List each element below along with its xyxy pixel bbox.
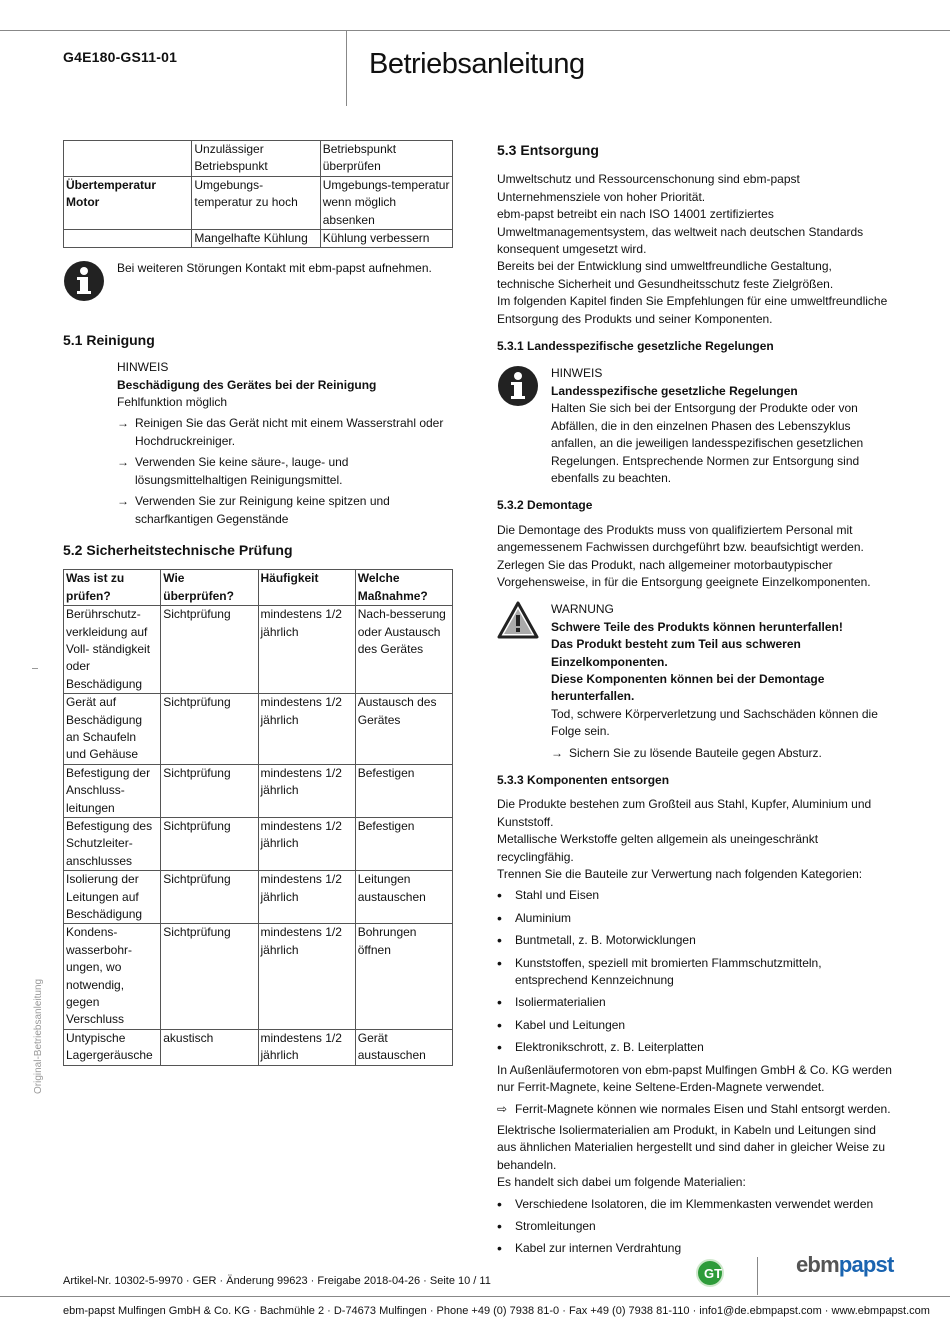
table-cell: Betriebspunkt überprüfen — [320, 141, 452, 177]
table-cell: Untypische Lagergeräusche — [64, 1029, 161, 1065]
note-title: Beschädigung des Gerätes bei der Reinigung — [117, 377, 377, 392]
column-header: Wie überprüfen? — [161, 570, 258, 606]
table-row — [64, 176, 453, 229]
paragraph: ebm-papst betreibt ein nach ISO 14001 zertifiziertes Umweltmanagementsystem, das weltweit nach deutschen Standards konsequent umgesetzt wird. — [497, 207, 864, 257]
table-row — [64, 764, 453, 817]
bullet-icon: • — [497, 994, 502, 1011]
warning-title: Schwere Teile des Produkts können herunterfallen! — [551, 619, 843, 634]
table-cell: Übertemperatur Motor — [64, 176, 192, 229]
paragraph: In Außenläufermotoren von ebm-papst Mulfingen GmbH & Co. KG werden nur Ferrit-Magnete, keine Seltene-Erden-Magnete verwendet. — [497, 1062, 892, 1095]
paragraph: Bereits bei der Entwicklung sind umweltfreundliche Gestaltung, technische Sicherheit und Gesundheitsschutz feste Zielgrößen. — [497, 259, 834, 291]
table-cell: Unzulässiger Betriebspunkt — [192, 141, 320, 177]
footer-divider — [757, 1257, 758, 1295]
greentech-label: GT — [704, 1266, 723, 1281]
bullet-icon: • — [497, 1217, 502, 1234]
table-cell: Austausch des Gerätes — [355, 694, 452, 765]
result-item: ⇨ Ferrit-Magnete können wie normales Eisen und Stahl entsorgt werden. — [497, 1101, 892, 1118]
info-icon — [497, 365, 551, 412]
bullet-icon: • — [497, 1195, 502, 1212]
list-item: • Elektronikschrott, z. B. Leiterplatten — [497, 1039, 704, 1056]
table-cell: Sichtprüfung — [161, 764, 258, 817]
table-cell: mindestens 1/2 jährlich — [258, 871, 355, 924]
table-cell: Sichtprüfung — [161, 871, 258, 924]
table-cell: mindestens 1/2 jährlich — [258, 694, 355, 765]
warning-consequence: Tod, schwere Körperverletzung und Sachschäden können die Folge sein. — [551, 706, 878, 739]
section-heading-5-3: 5.3 Entsorgung — [497, 142, 599, 158]
column-header: Was ist zu prüfen? — [64, 570, 161, 606]
paragraph: Metallische Werkstoffe gelten allgemein als uneingeschränkt recyclingfähig. — [497, 832, 819, 864]
table-cell: mindestens 1/2 jährlich — [258, 818, 355, 871]
right-column — [497, 140, 892, 1263]
fault-table — [63, 140, 453, 248]
table-cell: Kondens-wasserbohr-ungen, wo notwendig, gegen Verschluss — [64, 924, 161, 1029]
table-cell: mindestens 1/2 jährlich — [258, 606, 355, 694]
table-header-row — [64, 570, 453, 606]
bullet-icon: • — [497, 1240, 502, 1257]
top-rule — [0, 30, 950, 31]
footer-rule — [0, 1296, 950, 1297]
arrow-icon: → — [117, 416, 129, 431]
bullet-icon: • — [497, 932, 502, 949]
warning-body — [551, 601, 892, 762]
table-row — [64, 1029, 453, 1065]
hinweis-label: HINWEIS — [117, 360, 169, 375]
bullet-icon: • — [497, 1039, 502, 1056]
paragraph: Im folgenden Kapitel finden Sie Empfehlungen für eine umweltfreundliche Entsorgung des Produkts und seiner Komponenten. — [497, 294, 888, 326]
section-heading-5-3-2: 5.3.2 Demontage — [497, 498, 593, 513]
section-heading-5-3-1: 5.3.1 Landesspezifische gesetzliche Regelungen — [497, 339, 774, 354]
table-cell: Sichtprüfung — [161, 924, 258, 1029]
table-cell — [64, 230, 192, 248]
note-text: Halten Sie sich bei der Entsorgung der Produkte oder von Abfällen, die in den einzelnen Phasen des Lebenszyklus anfallen, an die jeweiligen landesspezifischen gesetzlichen Regelungen. Entsprechende Normen zur Entsorgung sind ebenfalls zu beachten. — [551, 401, 864, 485]
list-item: → Sichern Sie zu lösende Bauteile gegen Absturz. — [551, 745, 892, 762]
info-note-text: Bei weiteren Störungen Kontakt mit ebm-papst aufnehmen. — [117, 261, 432, 276]
arrow-icon: → — [551, 745, 563, 760]
info-note — [63, 260, 453, 307]
table-cell: akustisch — [161, 1029, 258, 1065]
material-list — [497, 1196, 892, 1258]
arrow-icon: → — [117, 455, 129, 470]
table-cell: Befestigen — [355, 764, 452, 817]
legal-note — [497, 365, 892, 487]
list-item: • Aluminium — [497, 909, 572, 926]
greentech-logo-icon — [696, 1259, 724, 1287]
table-cell: mindestens 1/2 jährlich — [258, 764, 355, 817]
table-cell: Sichtprüfung — [161, 606, 258, 694]
table-row — [64, 230, 453, 248]
paragraph: Trennen Sie die Bauteile zur Verwertung nach folgenden Kategorien: — [497, 867, 863, 882]
ebmpapst-logo — [796, 1252, 894, 1277]
table-cell: Nach-besserung oder Austausch des Gerätes — [355, 606, 452, 694]
list-item: • Kunststoffen, speziell mit bromierten Flammschutzmitteln, entsprechend Kennzeichnung — [497, 955, 892, 990]
list-item: → Reinigen Sie das Gerät nicht mit einem Wasserstrahl oder Hochdruckreiniger. — [117, 415, 453, 450]
legal-note-body — [551, 365, 892, 487]
warning-icon — [497, 601, 551, 644]
warning-line: Das Produkt besteht zum Teil aus schweren Einzelkomponenten. — [551, 637, 801, 669]
table-cell: Gerät austauschen — [355, 1029, 452, 1065]
logo-part-papst: papst — [838, 1252, 894, 1277]
list-item: • Kabel und Leitungen — [497, 1016, 626, 1033]
bullet-icon: • — [497, 887, 502, 904]
paragraph: Es handelt sich dabei um folgende Materialien: — [497, 1175, 746, 1190]
warning-line: Diese Komponenten können bei der Demontage herunterfallen. — [551, 671, 825, 704]
table-cell: Befestigen — [355, 818, 452, 871]
table-cell: mindestens 1/2 jährlich — [258, 1029, 355, 1065]
paragraph: Elektrische Isoliermaterialien am Produkt, in Kabeln und Leitungen sind aus ähnlichen Materialien hergestellt und sind daher in gleicher Weise zu behandeln. — [497, 1122, 886, 1172]
list-item: • Buntmetall, z. B. Motorwicklungen — [497, 932, 696, 949]
table-cell: Sichtprüfung — [161, 818, 258, 871]
list-item: • Verschiedene Isolatoren, die im Klemmenkasten verwendet werden — [497, 1195, 874, 1212]
bullet-icon: • — [497, 1016, 502, 1033]
list-item: • Kabel zur internen Verdrahtung — [497, 1240, 682, 1257]
paragraph: Die Produkte bestehen zum Großteil aus Stahl, Kupfer, Aluminium und Kunststoff. — [497, 797, 872, 829]
table-row — [64, 924, 453, 1029]
bullet-icon: • — [497, 909, 502, 926]
footer-company-info: ebm-papst Mulfingen GmbH & Co. KG · Bachmühle 2 · D-74673 Mulfingen · Phone +49 (0) 7938 81-0 · Fax +49 (0) 7938 81-110 · info1@de.ebmpapst.com · www.ebmpapst.com — [63, 1305, 930, 1317]
list-item: • Stromleitungen — [497, 1217, 596, 1234]
bullet-icon: • — [497, 954, 502, 971]
table-row — [64, 606, 453, 694]
table-cell: Umgebungs-temperatur wenn möglich absenken — [320, 176, 452, 229]
table-cell: Befestigung der Anschluss-leitungen — [64, 764, 161, 817]
paragraph: Die Demontage des Produkts muss von qualifiziertem Personal mit angemessenem Fachwissen durchgeführt bzw. beaufsichtigt werden. Zerlegen Sie das Produkt, nach allgemeiner motorbautypischer Vorgehensweise, in für die Entsorgung geeignete Einzelkomponenten. — [497, 522, 871, 589]
note-title: Landesspezifische gesetzliche Regelungen — [551, 383, 798, 398]
inspection-table — [63, 569, 453, 1065]
table-cell: Umgebungs-temperatur zu hoch — [192, 176, 320, 229]
column-header: Häufigkeit — [258, 570, 355, 606]
table-row — [64, 871, 453, 924]
cleaning-note — [117, 359, 453, 528]
header-divider — [346, 30, 347, 106]
section-heading-5-1: 5.1 Reinigung — [63, 331, 155, 348]
margin-mark — [32, 668, 38, 669]
table-cell: Gerät auf Beschädigung an Schaufeln und Gehäuse — [64, 694, 161, 765]
footer-article-info: Artikel-Nr. 10302-5-9970 · GER · Änderung 99623 · Freigabe 2018-04-26 · Seite 10 / 11 — [63, 1275, 491, 1287]
sidebar-label: Original-Betriebsanleitung — [33, 978, 44, 1094]
hinweis-label: HINWEIS — [551, 366, 603, 381]
table-cell — [64, 141, 192, 177]
info-icon — [63, 260, 117, 307]
list-item: → Verwenden Sie zur Reinigung keine spitzen und scharfkantigen Gegenstände — [117, 493, 453, 528]
result-arrow-icon: ⇨ — [497, 1101, 508, 1116]
category-list — [497, 887, 892, 1056]
table-row — [64, 141, 453, 177]
table-cell: Isolierung der Leitungen auf Beschädigung — [64, 871, 161, 924]
table-cell: Berührschutz-verkleidung auf Voll- ständigkeit oder Beschädigung — [64, 606, 161, 694]
note-subtitle: Fehlfunktion möglich — [117, 395, 228, 410]
section-heading-5-3-3: 5.3.3 Komponenten entsorgen — [497, 773, 670, 787]
warnung-label: WARNUNG — [551, 602, 614, 617]
arrow-icon: → — [117, 494, 129, 509]
table-cell: Kühlung verbessern — [320, 230, 452, 248]
table-cell: Befestigung des Schutzleiter-anschlusses — [64, 818, 161, 871]
table-row — [64, 818, 453, 871]
table-cell: Mangelhafte Kühlung — [192, 230, 320, 248]
section-heading-5-2: 5.2 Sicherheitstechnische Prüfung — [63, 541, 293, 558]
table-cell: mindestens 1/2 jährlich — [258, 924, 355, 1029]
table-cell: Leitungen austauschen — [355, 871, 452, 924]
list-item: • Isoliermaterialien — [497, 994, 606, 1011]
list-item: • Stahl und Eisen — [497, 887, 600, 904]
paragraph: Umweltschutz und Ressourcenschonung sind ebm-papst Unternehmensziele von hoher Priorität. — [497, 172, 800, 204]
product-code: G4E180-GS11-01 — [63, 49, 178, 65]
table-cell: Bohrungen öffnen — [355, 924, 452, 1029]
table-cell: Sichtprüfung — [161, 694, 258, 765]
logo-part-ebm: ebm — [796, 1252, 839, 1277]
table-row — [64, 694, 453, 765]
warning-note — [497, 601, 892, 762]
list-item: → Verwenden Sie keine säure-, lauge- und lösungsmittelhaltigen Reinigungsmittel. — [117, 454, 453, 489]
column-header: Welche Maßnahme? — [355, 570, 452, 606]
page-title: Betriebsanleitung — [369, 48, 585, 80]
left-column — [63, 140, 453, 1066]
